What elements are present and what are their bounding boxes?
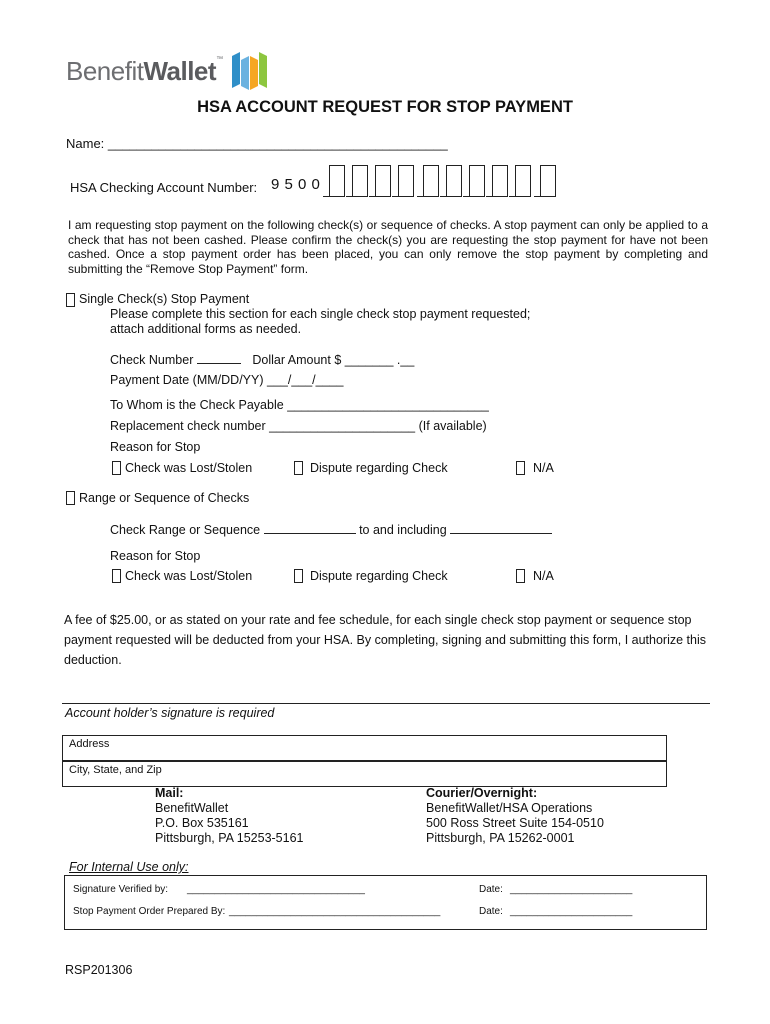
single-check-heading: Single Check(s) Stop Payment <box>79 292 250 306</box>
single-instructions-1: Please complete this section for each single check stop payment requested; <box>110 307 531 321</box>
account-digit-box[interactable] <box>515 165 531 197</box>
courier-line: BenefitWallet/HSA Operations <box>426 801 593 815</box>
single-reason-dispute-checkbox[interactable] <box>294 461 303 475</box>
range-label: Check Range or Sequence <box>110 523 261 537</box>
range-reason-lost-label: Check was Lost/Stolen <box>125 569 253 583</box>
name-label: Name: <box>66 136 105 151</box>
mail-line: Pittsburgh, PA 15253-5161 <box>155 831 304 845</box>
replacement-note: (If available) <box>418 419 487 433</box>
account-digit-box[interactable] <box>398 165 414 197</box>
internal-use-heading: For Internal Use only: <box>69 860 189 874</box>
page-title: HSA ACCOUNT REQUEST FOR STOP PAYMENT <box>197 98 573 116</box>
range-end-field[interactable] <box>450 521 552 534</box>
form-code: RSP201306 <box>65 963 133 977</box>
range-reason-dispute-checkbox[interactable] <box>294 569 303 583</box>
payment-date-row <box>110 373 343 387</box>
address-label: Address <box>69 738 110 750</box>
payable-label: To Whom is the Check Payable <box>110 398 284 412</box>
courier-heading: Courier/Overnight: <box>426 786 538 800</box>
city-state-zip-label: City, State, and Zip <box>69 764 162 776</box>
range-reason-dispute-label: Dispute regarding Check <box>310 569 448 583</box>
range-reason-label: Reason for Stop <box>110 549 201 563</box>
signature-line[interactable] <box>62 703 710 704</box>
logo-word-light: Benefit <box>66 56 144 86</box>
prepared-by-label: Stop Payment Order Prepared By: <box>73 906 226 917</box>
account-digit-box[interactable] <box>352 165 368 197</box>
date-field-2[interactable]: ______________________ <box>510 906 633 917</box>
fee-paragraph: A fee of $25.00, or as stated on your rate and fee schedule, for each single check stop payment or sequence stop payment requested will be deducted from your HSA. By completing, signing and submitting this form, I authorize this deduction. <box>64 613 706 667</box>
mail-line: BenefitWallet <box>155 801 229 815</box>
payment-date-label: Payment Date (MM/DD/YY) <box>110 373 264 387</box>
range-reason-na-label: N/A <box>533 569 554 583</box>
account-digit-box[interactable] <box>540 165 556 197</box>
account-digit-box[interactable] <box>375 165 391 197</box>
mail-line: P.O. Box 535161 <box>155 816 249 830</box>
courier-address-block <box>426 786 604 846</box>
intro-paragraph: I am requesting stop payment on the following check(s) or sequence of checks. A stop payment can only be applied to a check that has not been cashed. Please confirm the check(s) you are requesting the stop payment for have not been cashed. Once a stop payment order has been placed, you can only remove the stop payment by completing and submitting the “Remove Stop Payment” form. <box>68 218 708 276</box>
range-heading: Range or Sequence of Checks <box>79 491 250 505</box>
check-number-label: Check Number <box>110 353 194 367</box>
courier-line: 500 Ross Street Suite 154-0510 <box>426 816 604 830</box>
benefitwallet-logo-text <box>66 56 223 87</box>
single-check-checkbox[interactable] <box>66 293 75 307</box>
range-reason-na-checkbox[interactable] <box>516 569 525 583</box>
single-reason-lost-label: Check was Lost/Stolen <box>125 461 253 475</box>
check-number-row <box>110 351 414 367</box>
single-reason-na-checkbox[interactable] <box>516 461 525 475</box>
mail-address-block <box>155 786 304 846</box>
range-row <box>110 521 552 537</box>
single-reason-lost-checkbox[interactable] <box>112 461 121 475</box>
city-state-zip-field[interactable] <box>62 761 667 787</box>
name-field[interactable]: _______________________________________________ <box>107 136 448 151</box>
range-reason-lost-checkbox[interactable] <box>112 569 121 583</box>
date-label-2: Date: <box>479 906 503 917</box>
sig-verified-field[interactable]: ________________________________ <box>187 884 365 895</box>
replacement-label: Replacement check number <box>110 419 266 433</box>
payment-date-field[interactable]: ___/___/____ <box>267 373 344 387</box>
sig-verified-label: Signature Verified by: <box>73 884 169 895</box>
signature-label: Account holder’s signature is required <box>65 706 275 720</box>
logo-word-bold: Wallet <box>143 56 217 86</box>
single-instructions-2: attach additional forms as needed. <box>110 322 302 336</box>
account-digit-box[interactable] <box>329 165 345 197</box>
courier-line: Pittsburgh, PA 15262-0001 <box>426 831 575 845</box>
internal-use-box <box>64 875 707 930</box>
prepared-by-field[interactable]: ______________________________________ <box>229 906 441 917</box>
account-number-prefix: 9 5 0 0 <box>271 176 321 193</box>
single-reason-label: Reason for Stop <box>110 440 201 454</box>
address-field[interactable] <box>62 735 667 761</box>
date-field-1[interactable]: ______________________ <box>510 884 633 895</box>
range-to-label: to and including <box>359 523 447 537</box>
payable-row <box>110 398 489 412</box>
name-row <box>66 136 448 151</box>
account-digit-box[interactable] <box>492 165 508 197</box>
benefitwallet-logo-icon <box>230 50 268 92</box>
replacement-field[interactable]: _____________________ <box>269 419 416 433</box>
account-digit-box[interactable] <box>446 165 462 197</box>
single-reason-dispute-label: Dispute regarding Check <box>310 461 448 475</box>
payable-field[interactable]: _____________________________ <box>287 398 489 412</box>
dollar-amount-field[interactable]: _______ .__ <box>344 353 415 367</box>
account-digit-box[interactable] <box>423 165 439 197</box>
range-checkbox[interactable] <box>66 491 75 505</box>
replacement-row <box>110 419 487 433</box>
mail-heading: Mail: <box>155 786 184 800</box>
single-reason-na-label: N/A <box>533 461 554 475</box>
date-label-1: Date: <box>479 884 503 895</box>
dollar-amount-label: Dollar Amount $ <box>252 353 342 367</box>
range-start-field[interactable] <box>264 521 356 534</box>
check-number-field[interactable] <box>197 351 241 364</box>
account-digit-box[interactable] <box>469 165 485 197</box>
logo-tm: ™ <box>216 56 223 63</box>
account-number-label: HSA Checking Account Number: <box>70 180 258 195</box>
